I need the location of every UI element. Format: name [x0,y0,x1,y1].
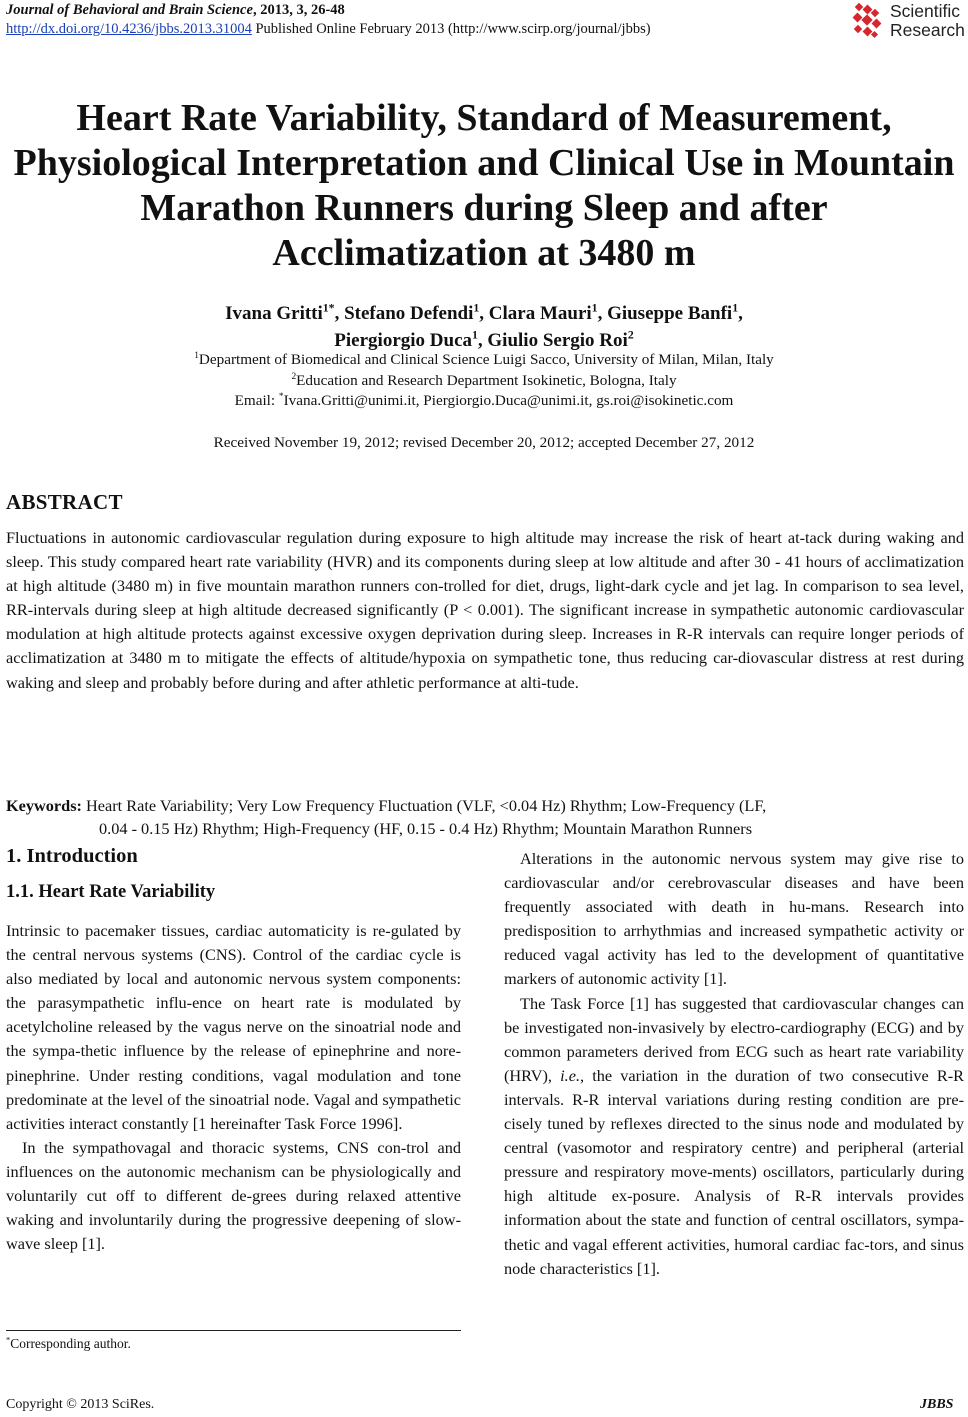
logo-line-1: Scientific [890,1,961,21]
email-mark: * [278,391,284,402]
logo-text [890,2,965,39]
copyright-notice: Copyright © 2013 SciRes. [6,1397,155,1412]
left-column-body [6,919,461,1256]
affiliations [0,350,968,412]
author-affil-mark: 1* [322,301,335,315]
footnote-text: Corresponding author. [10,1336,131,1351]
journal-header [6,2,345,19]
keywords-label: Keywords: [6,796,82,815]
journal-name: Journal of Behavioral and Brain Science [6,2,253,18]
affil-mark: 2 [291,371,297,382]
email-label: Email: [234,392,279,409]
author-affil-mark: 2 [627,328,634,342]
author-separator: , [738,303,743,324]
paragraph: Alterations in the autonomic nervous system may give rise to cardiovascular and/or cerebrovascular diseases and have been frequently associated with death in hu-mans. Research into predisposition to arrhythmias and increased sympathetic activity or reduced vagal activity has led to the development of quantitative markers of autonomic activity [1]. [504,849,964,989]
email-line [0,391,968,412]
keywords-line-1 [6,794,964,817]
author-name: , Stefano Defendi [334,303,474,324]
received-dates: Received November 19, 2012; revised December 20, 2012; accepted December 27, 2012 [213,434,755,451]
journal-abbreviation: JBBS [920,1397,954,1412]
paragraph: Intrinsic to pacemaker tissues, cardiac automaticity is re-gulated by the central nervous systems (CNS). Control of the cardiac cycle is also mediated by local and autonomic nervous system components: the parasympathetic influ-ence on heart rate is modulated by acetylcholine released by the vagus nerve on the sinoatrial node and the sympa-thetic influence by the release of epinephrine and nore-pinephrine. Under resting conditions, vagal modulation and tone predominate at the level of the sinoatrial node. Vagal and sympathetic activities interact constantly [1 hereinafter Task Force 1996]. [6,921,461,1133]
affil-mark: 1 [194,350,199,361]
journal-citation: , 2013, 3, 26-48 [252,2,345,18]
paragraph-text: , the variation in the duration of two consecutive R-R intervals. R-R interval variations during resting condition are pre-cisely tuned by reflexes directed to the sinus node and modulated by central (vasomotor and respiratory centre) and peripheral (arterial pressure and respiratory move-ments) oscillators, particularly during high altitude ex-posure. Analysis of R-R intervals provides information about the state and function of central oscillators, sympa-thetic and vagal efferent activities, humoral cardiac fac-tors, and sinus node characteristics [1]. [504,1065,964,1278]
abstract-text: Fluctuations in autonomic cardiovascular regulation during exposure to high altitude may increase the risk of heart at-tack during waking and sleep. This study compared heart rate variability (HVR) and its components during sleep at low altitude and after 30 - 41 hours of acclimatization at high altitude (3480 m) in five mountain marathon runners con-trolled for diet, drugs, light-dark cycle and jet lag. In comparison to sea level, RR-intervals during sleep at high altitude decreased significantly (P < 0.001). The significant increase in sympathetic autonomic cardiovascular modulation at high altitude protects against excessive oxygen deprivation during sleep. Increases in R-R intervals can require longer periods of acclimatization at 3480 m to mitigate the effects of altitude/hypoxia on sympathetic tone, thus reducing car-diovascular distress at rest during waking and sleep and probably before during and after athletic performance at alti-tude. [6,528,964,692]
title-line: Acclimatization at 3480 m [272,232,696,274]
keywords-text: Heart Rate Variability; Very Low Frequency Fluctuation (VLF, <0.04 Hz) Rhythm; Low-Frequency (LF, [81,796,767,815]
paragraph: In the sympathovagal and thoracic systems, CNS con-trol and influences on the autonomic mechanism can be physiologically and voluntarily cut off to different de-grees during relaxed attentive waking and involuntarily during the progressive deepening of slow-wave sleep [1]. [6,1137,461,1254]
footnote-mark: * [6,1335,11,1345]
paragraph-italic: i.e. [560,1065,581,1085]
paragraph-text: The Task Force [1] has suggested that cardiovascular changes can be investigated non-invasively by electro-cardiography (ECG) and by common parameters derived from ECG such as heart rate variability (HRV), [504,993,964,1085]
paragraph [504,992,964,1281]
published-text: Published Online February 2013 (http://www.scirp.org/journal/jbbs) [251,21,651,37]
title-line: Physiological Interpretation and Clinical Use in Mountain [13,142,955,184]
author-affil-mark: 1 [732,301,739,315]
keywords-line-2: 0.04 - 0.15 Hz) Rhythm; High-Frequency (HF, 0.15 - 0.4 Hz) Rhythm; Mountain Marathon Runners [99,819,753,838]
paper-title [0,96,968,276]
author-name: Piergiorgio Duca [334,330,473,351]
author-list [0,300,968,354]
author-name: , Clara Mauri [479,303,592,324]
author-affil-mark: 1 [472,328,478,342]
author-affil-mark: 1 [591,301,598,315]
affiliation-text: Education and Research Department Isokinetic, Bologna, Italy [296,371,677,389]
keywords [6,794,964,840]
author-name: , Giulio Sergio Roi [477,330,628,351]
affiliation-1 [0,350,968,371]
author-affil-mark: 1 [473,301,480,315]
footnote [6,1336,131,1352]
author-line-1 [0,300,968,327]
section-heading: 1. Introduction [6,845,138,867]
author-name: Ivana Gritti [225,303,323,324]
title-line: Marathon Runners during Sleep and after [140,187,828,229]
doi-line [6,21,651,38]
affiliation-2 [0,371,968,392]
logo-line-2: Research [890,19,965,40]
doi-link[interactable]: http://dx.doi.org/10.4236/jbbs.2013.31004 [6,21,252,37]
affiliation-text: Department of Biomedical and Clinical Science Luigi Sacco, University of Milan, Milan, Italy [198,351,774,368]
email-addresses: Ivana.Gritti@unimi.it, Piergiorgio.Duca@unimi.it, gs.roi@isokinetic.com [283,392,734,409]
right-column-body [504,847,964,1281]
subsection-heading: 1.1. Heart Rate Variability [6,882,216,902]
author-name: , Giuseppe Banfi [597,303,733,324]
title-line: Heart Rate Variability, Standard of Measurement, [76,97,892,139]
abstract-heading: ABSTRACT [6,490,123,514]
footnote-divider [6,1330,461,1331]
